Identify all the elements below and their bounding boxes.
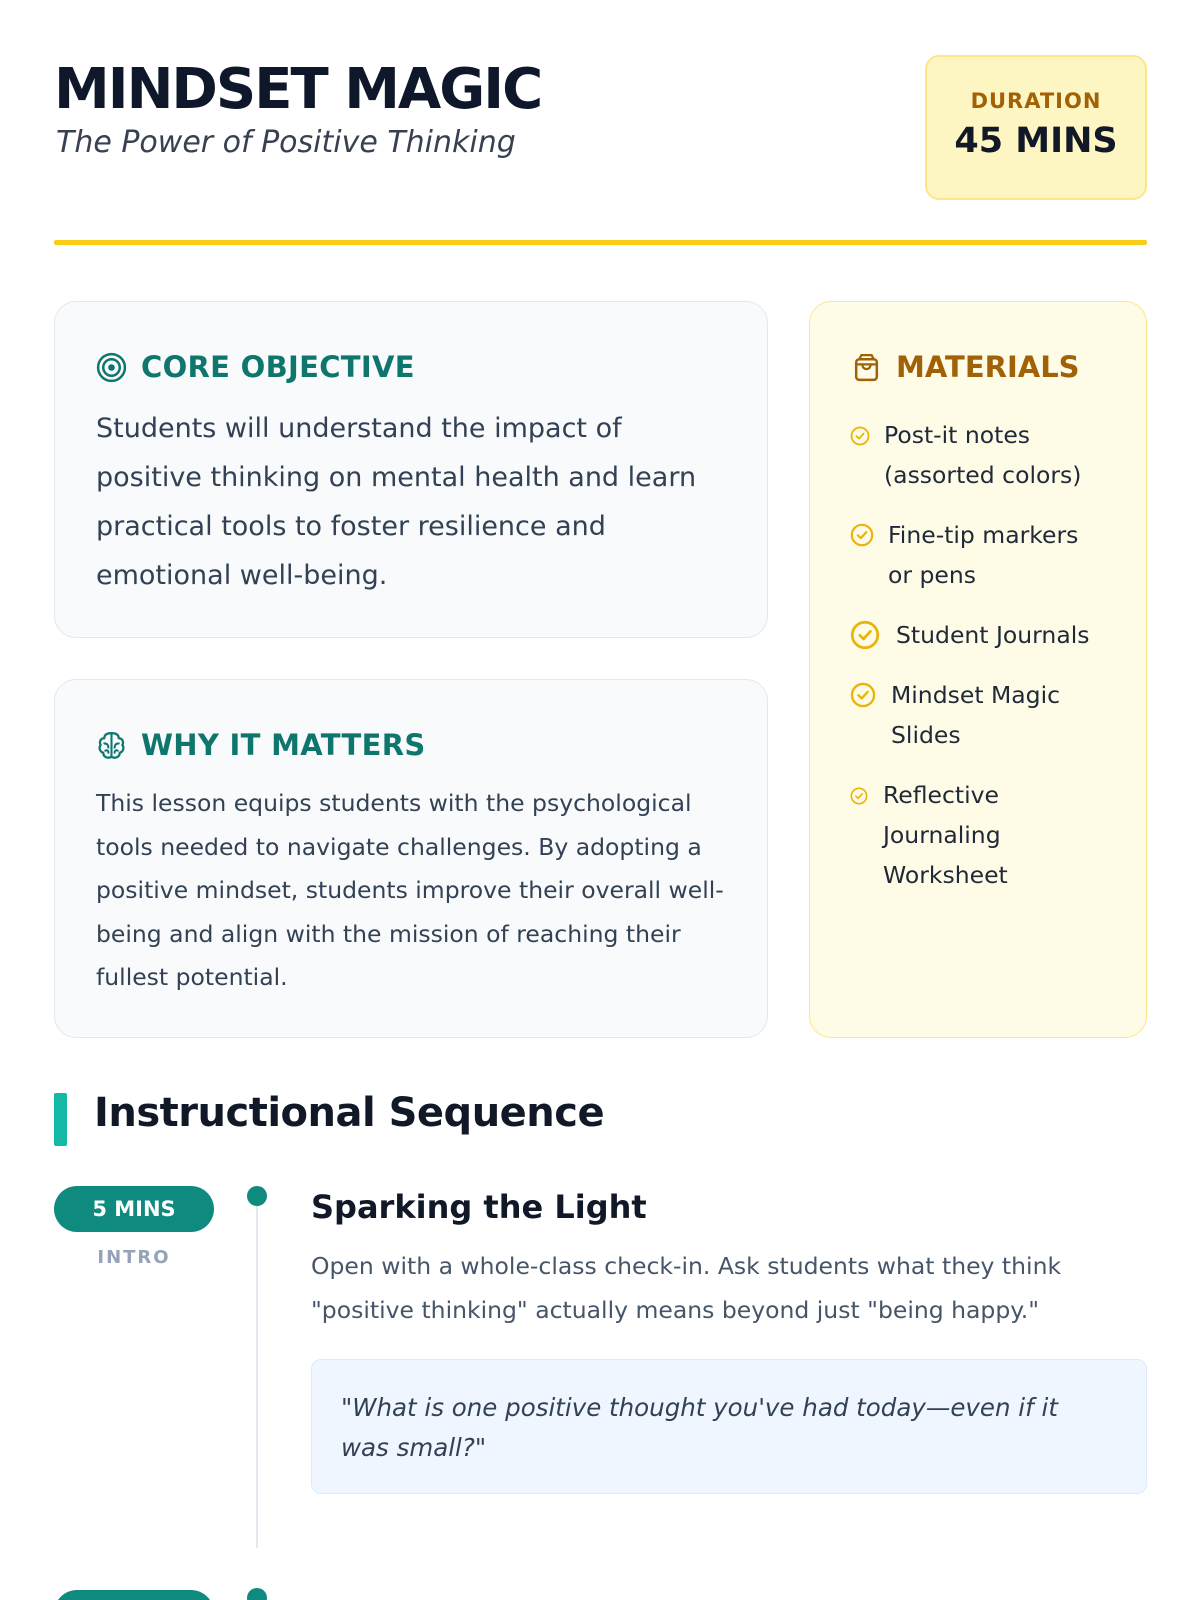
- core-objective-card: [54, 301, 768, 638]
- core-objective-header: [95, 350, 415, 384]
- list-item: [850, 515, 1120, 595]
- bag-icon: [850, 351, 883, 384]
- material-label: Mindset Magic Slides: [891, 681, 1061, 749]
- timeline-dot-partial: [247, 1588, 267, 1600]
- check-circle-icon: [850, 620, 880, 650]
- step-time-pill: 5 MINS: [54, 1186, 214, 1232]
- why-it-matters-text: This lesson equips students with the psychological tools needed to navigate challenges. By adopting a positive mindset, students improve their overall well-being and align with the mission of reaching their fullest potential.: [96, 789, 724, 991]
- step-prompt-box: [311, 1359, 1147, 1494]
- check-circle-icon: [850, 523, 874, 547]
- step-phase-label: INTRO: [97, 1247, 171, 1268]
- duration-badge: [925, 55, 1147, 200]
- step-description: Open with a whole-class check-in. Ask students what they think "positive thinking" actually means beyond just "being happy.": [311, 1252, 1062, 1324]
- core-objective-text: Students will understand the impact of positive thinking on mental health and learn practical tools to foster resilience and emotional well-being.: [96, 413, 697, 591]
- page-title: MINDSET MAGIC: [54, 57, 542, 122]
- list-item: [850, 775, 1120, 895]
- why-it-matters-header: [95, 728, 426, 762]
- duration-value: 45 MINS: [954, 121, 1118, 161]
- list-item: [850, 415, 1120, 495]
- why-it-matters-title: WHY IT MATTERS: [141, 728, 426, 762]
- material-label: Reflective Journaling Worksheet: [883, 781, 1008, 889]
- header: [54, 55, 1147, 200]
- check-circle-icon: [850, 426, 870, 446]
- list-item: [850, 615, 1120, 655]
- materials-title: MATERIALS: [896, 350, 1080, 384]
- why-it-matters-card: [54, 679, 768, 1038]
- timeline-dot: [247, 1186, 267, 1206]
- core-objective-title: CORE OBJECTIVE: [141, 350, 415, 384]
- section-accent-bar: [54, 1093, 67, 1146]
- timeline-line: [256, 1206, 258, 1548]
- brain-icon: [95, 729, 128, 762]
- check-circle-icon: [850, 787, 868, 805]
- step-time-pill-partial: [54, 1590, 214, 1600]
- lesson-plan-page: [54, 0, 1147, 1600]
- material-label: Post-it notes (assorted colors): [884, 421, 1082, 489]
- section-title: Instructional Sequence: [94, 1090, 605, 1136]
- material-label: Fine-tip markers or pens: [888, 521, 1079, 589]
- materials-card: [809, 301, 1147, 1038]
- duration-label: DURATION: [970, 89, 1102, 113]
- page-subtitle: The Power of Positive Thinking: [56, 125, 516, 160]
- materials-header: [850, 350, 1080, 384]
- target-icon: [95, 351, 128, 384]
- materials-list: [850, 415, 1120, 915]
- step-prompt-text: "What is one positive thought you've had today—even if it was small?": [341, 1393, 1058, 1462]
- check-circle-icon: [850, 682, 876, 708]
- header-divider: [54, 240, 1147, 245]
- material-label: Student Journals: [896, 621, 1090, 649]
- step-title: Sparking the Light: [311, 1188, 647, 1226]
- list-item: [850, 675, 1120, 755]
